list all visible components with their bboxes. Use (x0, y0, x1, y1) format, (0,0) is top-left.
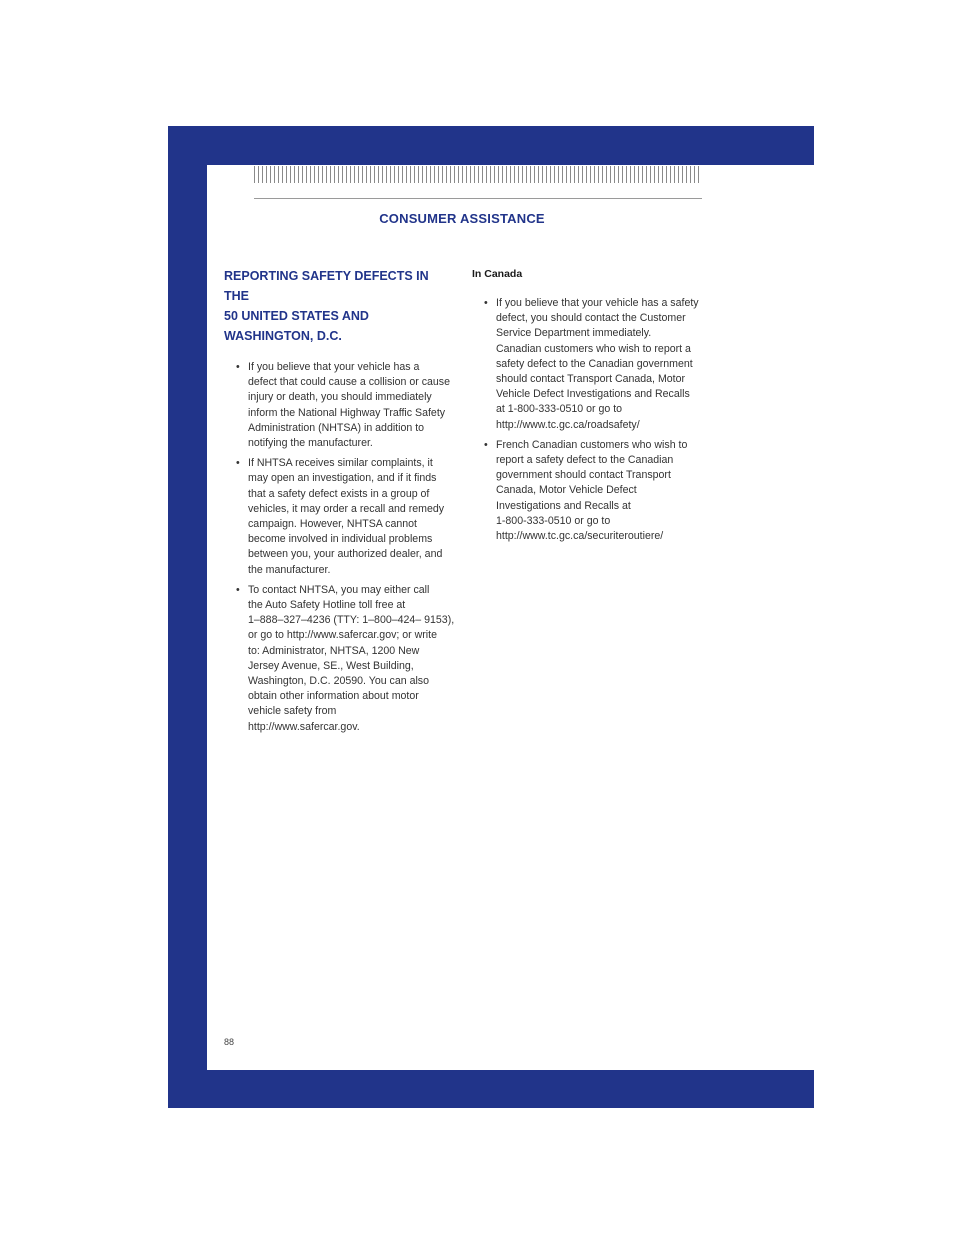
us-bullet-list (224, 360, 456, 735)
text-line: Service Department immediately. (496, 327, 652, 340)
reporting-defects-heading (224, 266, 456, 346)
text-line: If you believe that your vehicle has a (248, 361, 420, 373)
text-line: become involved in individual problems (248, 533, 433, 546)
in-canada-heading: In Canada (472, 268, 523, 280)
text-line: http://www.tc.gc.ca/securiteroutiere/ (496, 530, 664, 543)
text-line: 1-800-333-0510 or go to (496, 514, 611, 527)
text-line: If you believe that your vehicle has a safety (496, 297, 699, 309)
page-number: 88 (224, 1037, 235, 1047)
list-item (224, 456, 456, 578)
text-line: campaign. However, NHTSA cannot (248, 518, 417, 531)
text-line: report a safety defect to the Canadian (496, 454, 674, 467)
text-line: obtain other information about motor (248, 690, 419, 703)
bullet-marker: • (236, 457, 240, 470)
text-line: vehicle safety from (248, 705, 337, 718)
text-line: may open an investigation, and if it finds (248, 472, 437, 485)
canada-bullet-list (472, 296, 704, 544)
text-line: vehicles, it may order a recall and remedy (248, 502, 445, 515)
text-line: injury or death, you should immediately (248, 391, 432, 404)
text-line: Vehicle Defect Investigations and Recalls (496, 388, 690, 401)
list-item (224, 583, 456, 735)
bullet-marker: • (236, 583, 240, 596)
list-item (224, 360, 456, 451)
header-rule (254, 198, 702, 199)
text-line: between you, your authorized dealer, and (248, 548, 443, 561)
list-item (472, 296, 704, 433)
text-line: safety defect to the Canadian government (496, 357, 693, 370)
text-line: should contact Transport Canada, Motor (496, 373, 686, 386)
heading-line: WASHINGTON, D.C. (224, 329, 342, 343)
decorative-tick-bar (254, 166, 702, 183)
bullet-marker: • (236, 361, 240, 373)
text-line: If NHTSA receives similar complaints, it (248, 457, 433, 470)
text-line: the manufacturer. (248, 563, 331, 576)
right-column (472, 268, 704, 549)
text-line: the Auto Safety Hotline toll free at (248, 599, 406, 612)
text-line: Investigations and Recalls at (496, 499, 631, 512)
text-line: Jersey Avenue, SE., West Building, (248, 659, 414, 672)
text-line: http://www.safercar.gov. (248, 720, 360, 733)
text-line: or go to http://www.safercar.gov; or write (248, 629, 438, 642)
text-line: at 1-800-333-0510 or go to (496, 403, 623, 416)
bullet-marker: • (484, 297, 488, 309)
list-item (472, 438, 704, 544)
section-title: CONSUMER ASSISTANCE (379, 211, 545, 226)
text-line: Canadian customers who wish to report a (496, 342, 691, 355)
text-line: defect that could cause a collision or cause (248, 376, 450, 389)
text-line: French Canadian customers who wish to (496, 438, 688, 451)
text-line: notifying the manufacturer. (248, 437, 373, 450)
heading-line: 50 UNITED STATES AND (224, 309, 369, 323)
text-line: To contact NHTSA, you may either call (248, 583, 430, 596)
text-line: government should contact Transport (496, 469, 671, 482)
text-line: http://www.tc.gc.ca/roadsafety/ (496, 418, 640, 431)
text-line: defect, you should contact the Customer (496, 312, 686, 325)
text-line: to: Administrator, NHTSA, 1200 New (248, 644, 420, 657)
text-line: Washington, D.C. 20590. You can also (248, 675, 429, 688)
bullet-marker: • (484, 438, 488, 451)
text-line: 1–888–327–4236 (TTY: 1–800–424– 9153), (248, 614, 455, 627)
text-line: that a safety defect exists in a group of (248, 487, 430, 500)
text-line: Canada, Motor Vehicle Defect (496, 484, 637, 497)
left-column (224, 266, 456, 740)
text-line: Administration (NHTSA) in addition to (248, 421, 425, 434)
text-line: inform the National Highway Traffic Safety (248, 406, 446, 419)
heading-line: REPORTING SAFETY DEFECTS IN THE (224, 269, 429, 303)
